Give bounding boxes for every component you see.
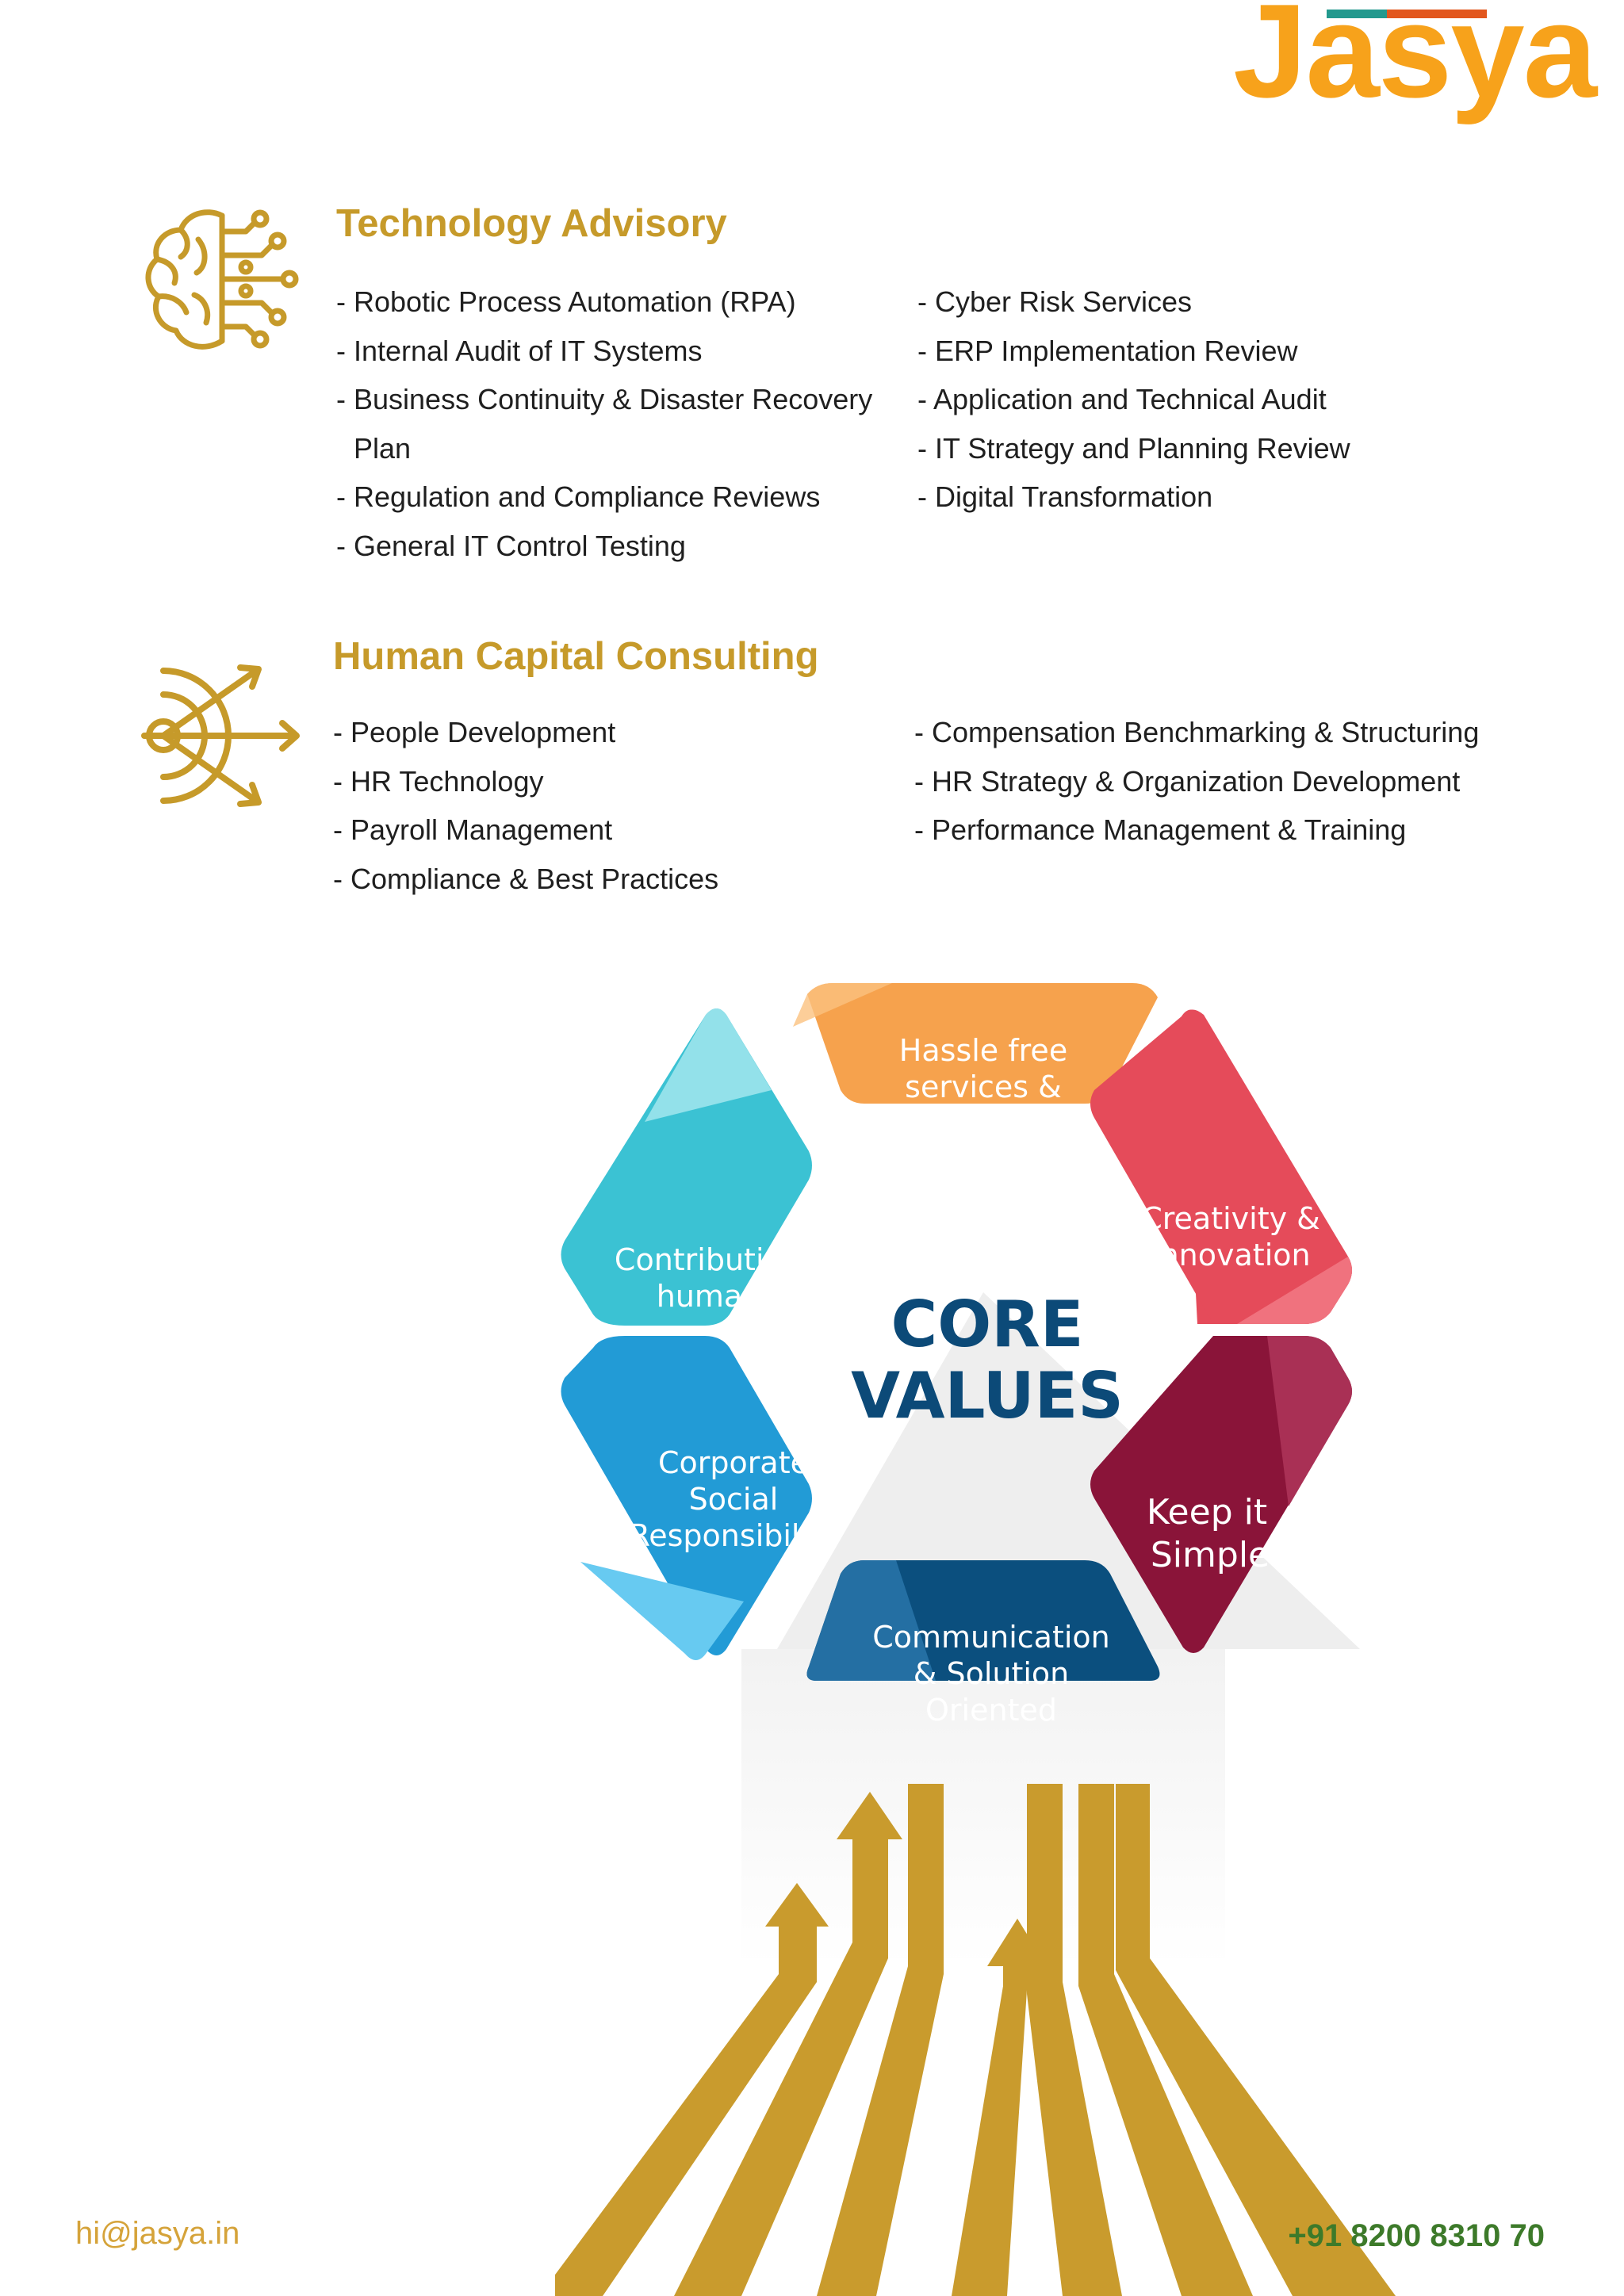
section-title-technology: Technology Advisory — [336, 202, 727, 245]
list-item: - HR Strategy & Organization Development — [914, 764, 1461, 798]
label-contribution-line2: humanity — [656, 1279, 800, 1314]
label-contribution-line1: Contribution to — [614, 1242, 842, 1277]
label-communication-line3: Oriented — [925, 1693, 1057, 1728]
label-communication-line2: & Solution — [913, 1656, 1070, 1691]
label-creativity-line2: Innovation — [1151, 1238, 1311, 1272]
footer-email[interactable]: hi@jasya.in — [75, 2216, 240, 2251]
list-item: - Compensation Benchmarking & Structuring — [914, 716, 1480, 748]
core-values-title-line1: CORE — [891, 1288, 1084, 1361]
brain-circuit-icon — [143, 208, 305, 354]
list-item: - Performance Management & Training — [914, 813, 1407, 846]
label-csr-line3: Responsibility — [629, 1518, 838, 1553]
label-hassle-line2: services & — [905, 1070, 1062, 1104]
technology-right-list — [917, 277, 1350, 522]
core-value-contribution — [561, 1008, 813, 1326]
core-values-title-line2: VALUES — [851, 1359, 1124, 1433]
list-item: - Internal Audit of IT Systems — [336, 334, 703, 367]
label-communication-line1: Communication — [872, 1620, 1110, 1655]
list-item: - Robotic Process Automation (RPA) — [336, 285, 796, 318]
list-item: - People Development — [333, 716, 616, 748]
list-item: - Compliance & Best Practices — [333, 862, 719, 895]
list-item: Plan — [354, 431, 412, 465]
human-capital-left-list — [333, 708, 718, 903]
label-csr-line1: Corporate — [658, 1445, 809, 1480]
list-item: - Regulation and Compliance Reviews — [336, 480, 821, 513]
human-capital-right-list — [914, 708, 1479, 855]
footer-phone[interactable]: +91 8200 8310 70 — [1288, 2218, 1545, 2253]
list-item: - Application and Technical Audit — [917, 383, 1327, 415]
list-item: - Payroll Management — [333, 813, 613, 846]
label-hassle-line3: Solutions — [914, 1106, 1053, 1141]
label-keep-line1: Keep it — [1146, 1492, 1268, 1533]
list-item: - Cyber Risk Services — [917, 285, 1193, 318]
list-item: - Digital Transformation — [917, 480, 1213, 513]
list-item: - HR Technology — [333, 764, 544, 798]
core-values-diagram — [555, 983, 1411, 2296]
list-item: - IT Strategy and Planning Review — [917, 431, 1350, 465]
label-hassle-line1: Hassle free — [898, 1033, 1068, 1068]
technology-left-list — [336, 277, 872, 570]
label-keep-line2: Simple — [1150, 1535, 1270, 1575]
brand-logo — [1233, 0, 1606, 143]
list-item: - Business Continuity & Disaster Recovery — [336, 383, 873, 415]
list-item: - ERP Implementation Review — [917, 334, 1298, 367]
target-arrows-icon — [141, 656, 308, 815]
section-title-human-capital: Human Capital Consulting — [333, 635, 819, 678]
label-creativity-line1: Creativity & — [1141, 1201, 1320, 1236]
label-csr-line2: Social — [688, 1482, 779, 1517]
list-item: - General IT Control Testing — [336, 529, 686, 562]
core-value-creativity — [1090, 1009, 1352, 1324]
logo-wordmark: Jasya — [1233, 0, 1596, 125]
